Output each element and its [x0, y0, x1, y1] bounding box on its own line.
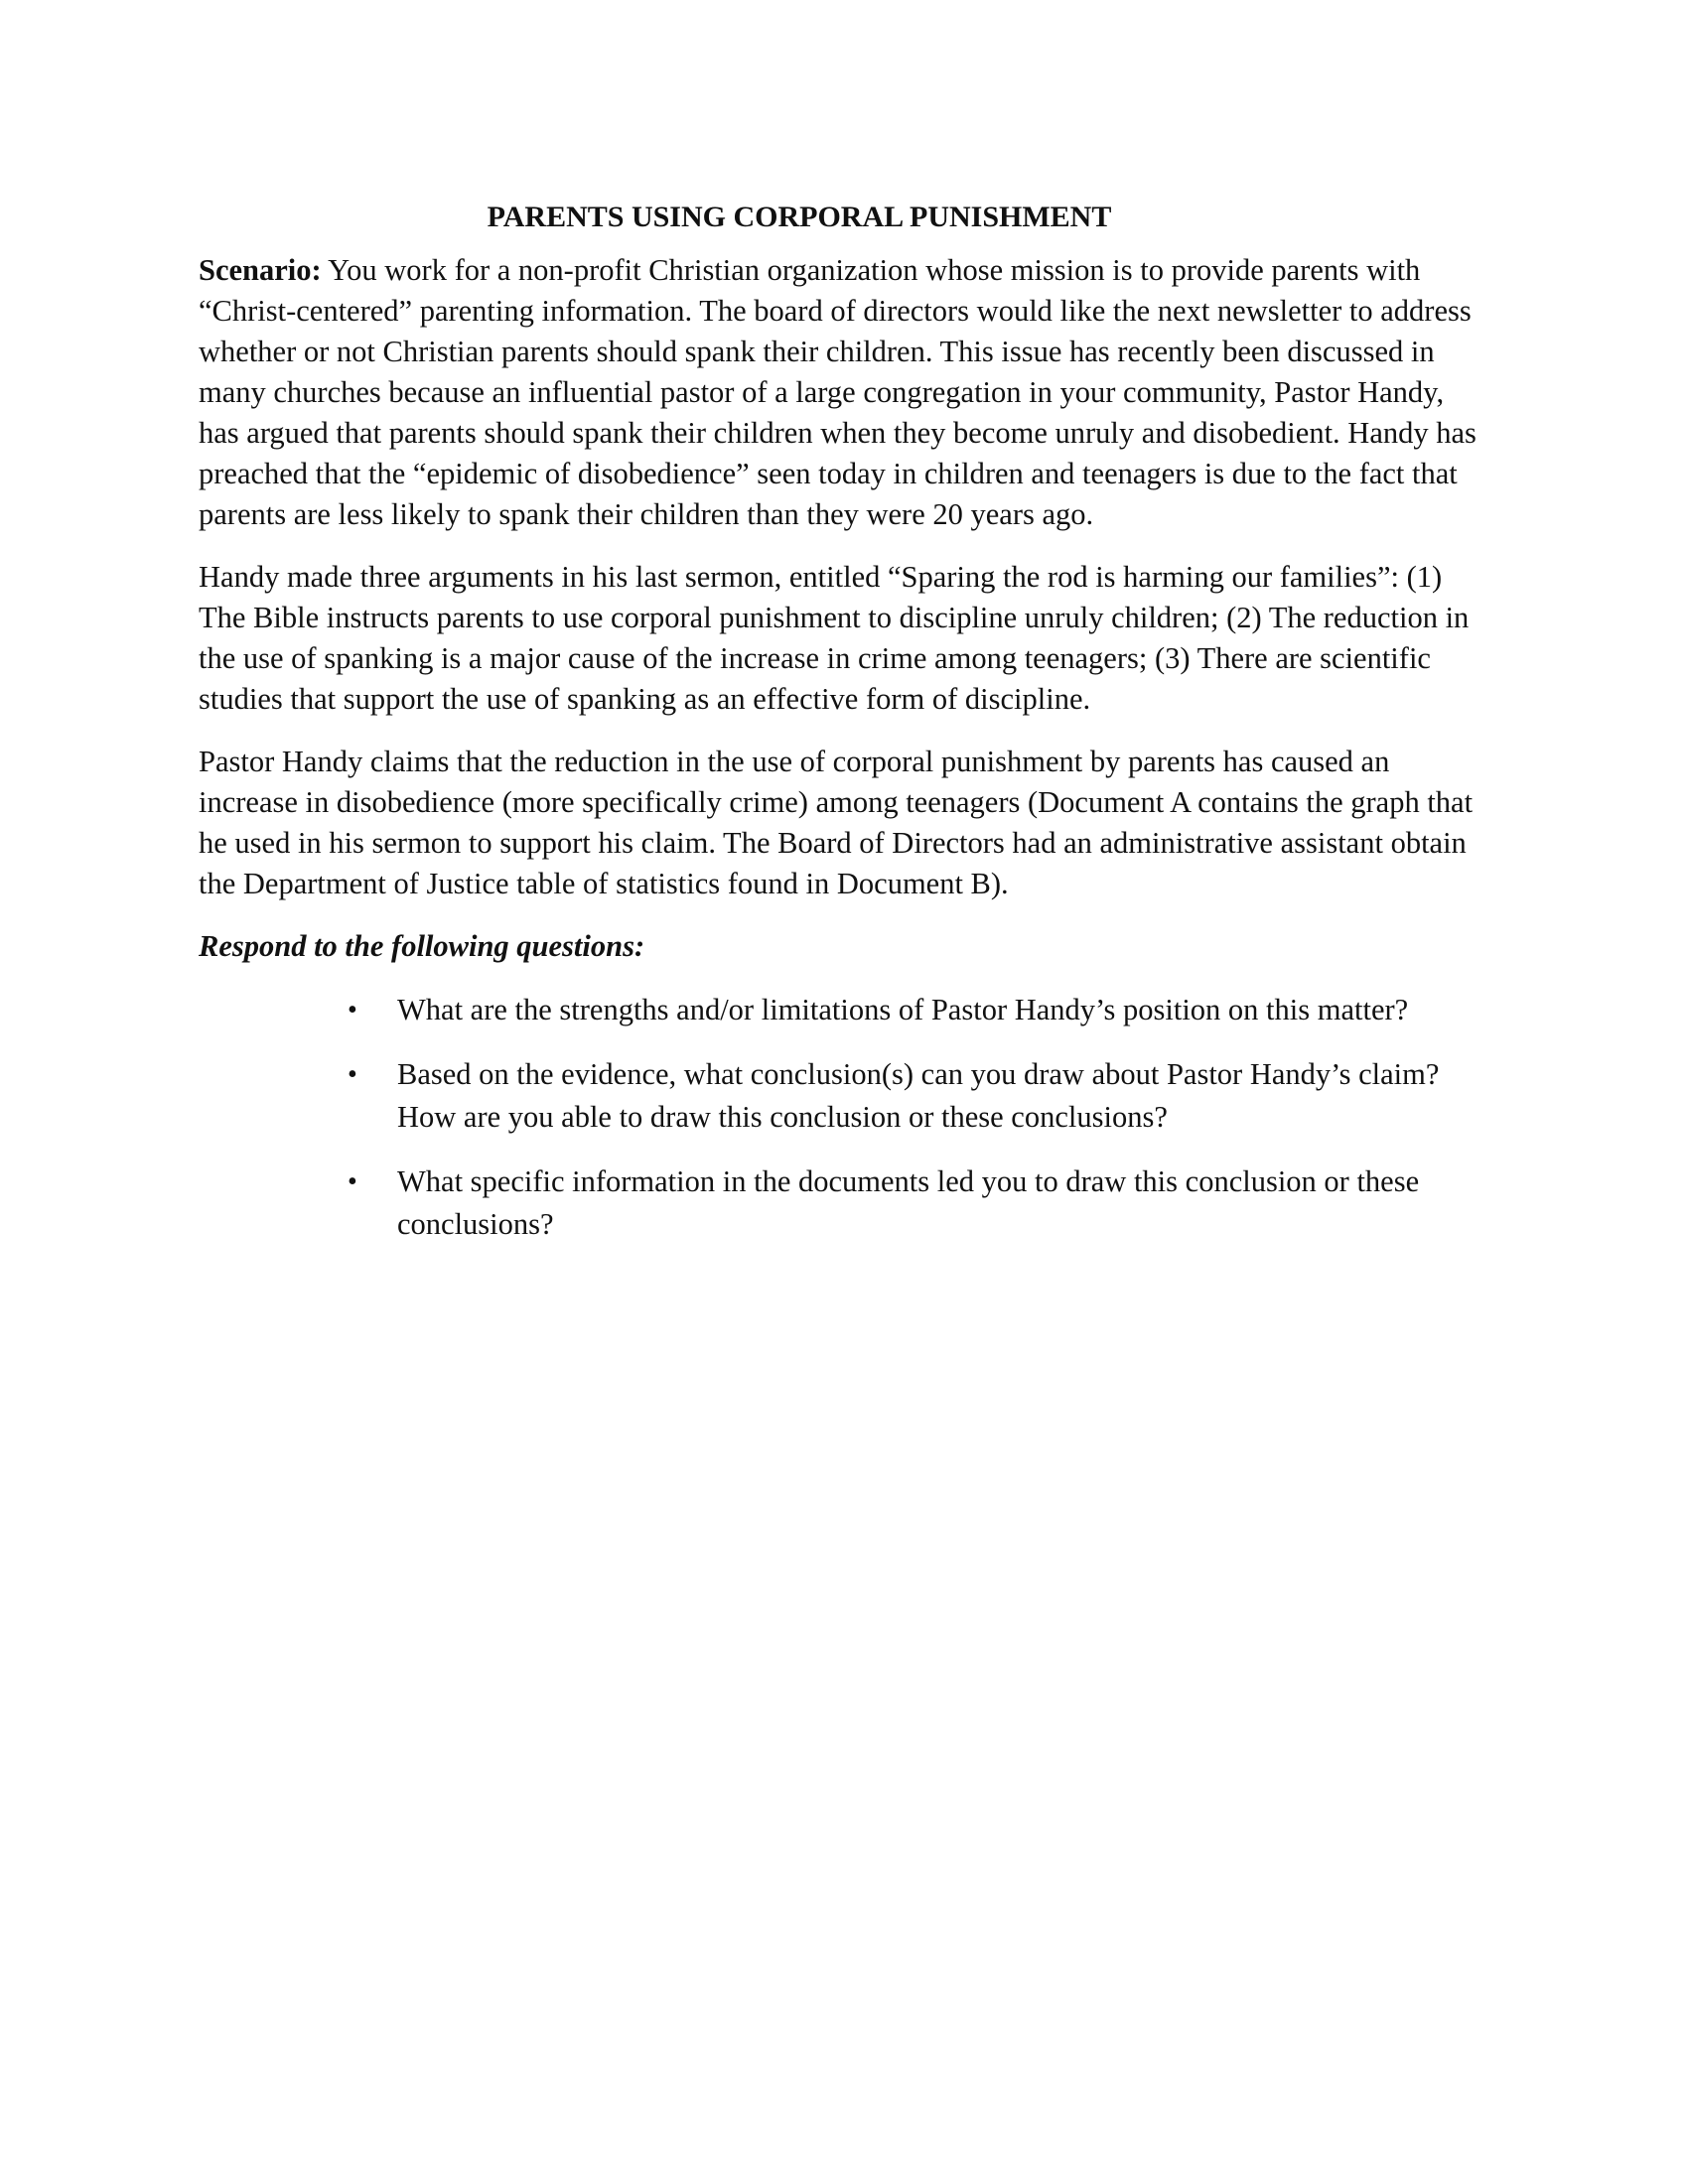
question-item: [348, 1053, 1470, 1139]
questions-prompt: Respond to the following questions:: [199, 929, 645, 963]
document-page: [199, 195, 1489, 1268]
question-item: [348, 989, 1470, 1031]
claim-paragraph: Pastor Handy claims that the reduction in the use of corporal punishment by parents has caused an increase in disobedience (more specifically crime) among teenagers (Document A contains the graph that he used in his sermon to support his claim. The Board of Directors had an administrative assistant obtain the Department of Justice table of statistics found in Document B).: [199, 745, 1474, 900]
bullet-icon: •: [348, 1059, 357, 1090]
questions-list: [199, 989, 1470, 1246]
bullet-icon: •: [348, 1166, 357, 1197]
question-text: Based on the evidence, what conclusion(s) can you draw about Pastor Handy’s claim? How are you able to draw this conclusion or these conclusions?: [397, 1057, 1440, 1134]
scenario-paragraph: [199, 250, 1489, 535]
question-item: [348, 1160, 1470, 1246]
question-text: What are the strengths and/or limitations of Pastor Handy’s position on this matter?: [397, 993, 1409, 1026]
bullet-icon: •: [348, 995, 357, 1025]
scenario-text: You work for a non-profit Christian organization whose mission is to provide parents with “Christ-centered” parenting information. The board of directors would like the next newsletter to address whether or not Christian parents should spank their children. This issue has recently been discussed in many churches because an influential pastor of a large congregation in your community, Pastor Handy, has argued that parents should spank their children when they become unruly and disobedient. Handy has preached that the “epidemic of disobedience” seen today in children and teenagers is due to the fact that parents are less likely to spank their children than they were 20 years ago.: [199, 253, 1477, 531]
document-title: PARENTS USING CORPORAL PUNISHMENT: [487, 201, 1112, 233]
arguments-paragraph: Handy made three arguments in his last sermon, entitled “Sparing the rod is harming our families”: (1) The Bible instructs parents to use corporal punishment to discipline unruly children; (2) The reduction in the use of spanking is a major cause of the increase in crime among teenagers; (3) There are scientific studies that support the use of spanking as an effective form of discipline.: [199, 560, 1470, 716]
question-text: What specific information in the documents led you to draw this conclusion or these conclusions?: [397, 1164, 1420, 1241]
scenario-label: Scenario:: [199, 253, 322, 287]
